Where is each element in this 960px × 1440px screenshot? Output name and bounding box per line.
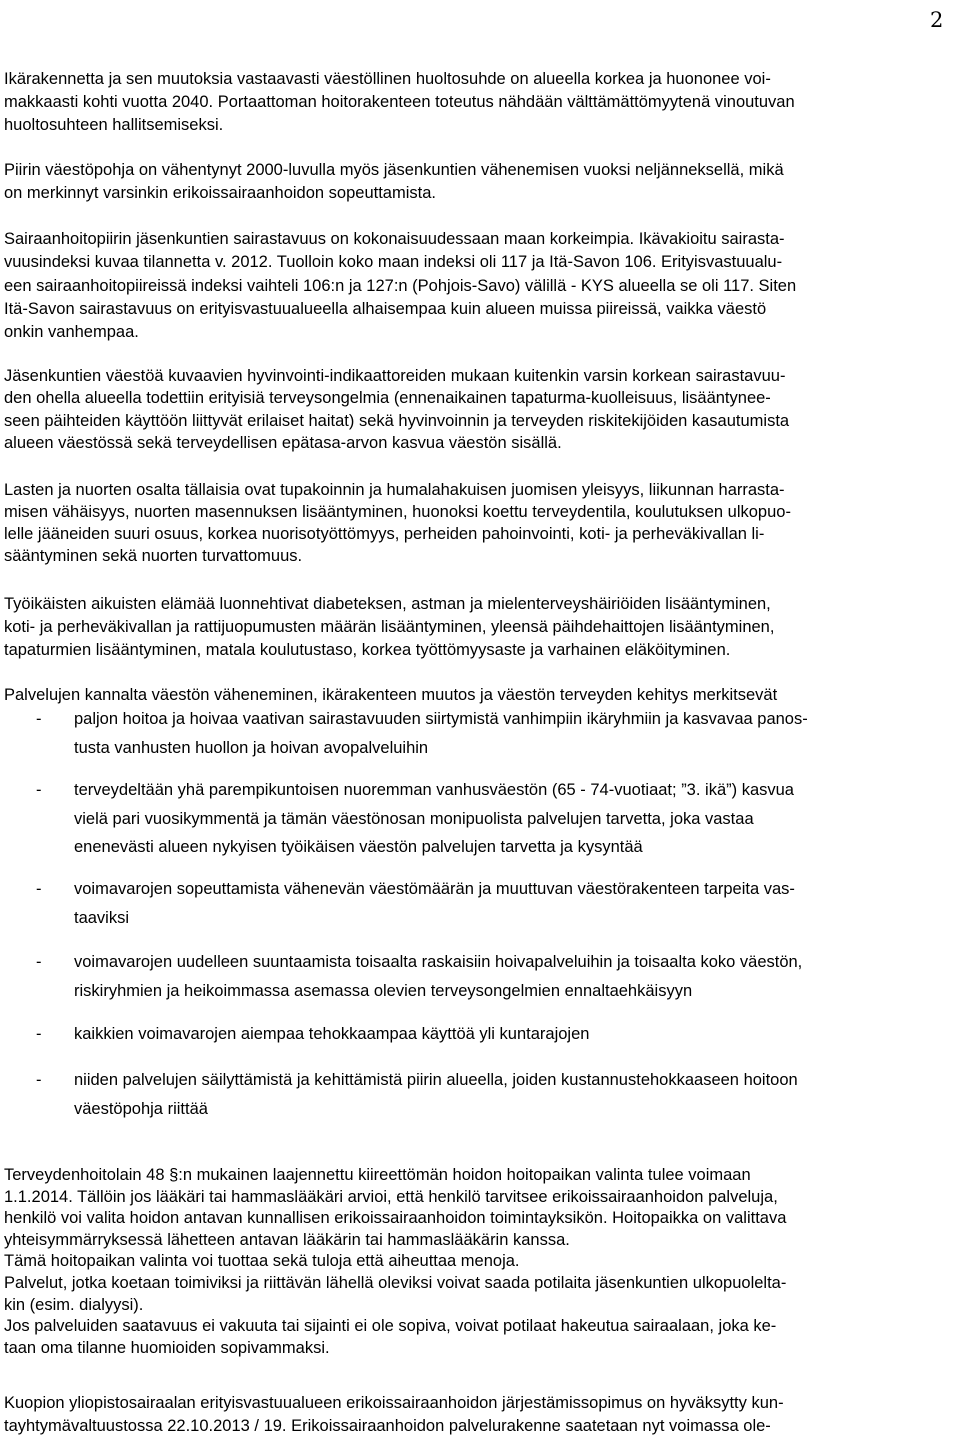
text-line: Piirin väestöpohja on vähentynyt 2000-luvulla myös jäsenkuntien vähenemisen vuoksi neljänneksellä, mikä	[4, 161, 784, 179]
text-line: väestöpohja riittää	[74, 1099, 208, 1118]
text-line: lelle jääneiden suuri osuus, korkea nuorisotyöttömyys, perheiden pahoinvointi, koti- ja perheväkivallan li-	[4, 525, 765, 544]
list-item-text	[74, 875, 795, 932]
text-line: riskiryhmien ja heikoimmassa asemassa olevien terveysongelmien ennaltaehkäisyyn	[74, 981, 693, 1000]
text-line: kin (esim. dialyysi).	[4, 1295, 144, 1314]
text-line: Ikärakennetta ja sen muutoksia vastaavasti väestöllinen huoltosuhde on alueella korkea ja huononee voi-	[4, 70, 771, 88]
paragraph-care-choice	[4, 1165, 956, 1359]
text-line: taan oma tilanne huomioiden sopivammaksi.	[4, 1338, 330, 1357]
paragraph-morbidity	[4, 228, 956, 344]
text-line: niiden palvelujen säilyttämistä ja kehittämistä piirin alueella, joiden kustannustehokkaaseen hoitoon	[74, 1071, 798, 1089]
text-line: Itä-Savon sairastavuus on erityisvastuualueella alhaisempaa kuin alueen muissa piireissä, vaikka väestö	[4, 299, 767, 318]
text-line: Palvelujen kannalta väestön väheneminen, ikärakenteen muutos ja väestön terveyden kehitys merkitsevät	[4, 686, 778, 704]
text-line: alueen väestössä sekä terveydellisen epätasa-arvon kasvua väestön sisällä.	[4, 434, 562, 453]
text-line: sääntyminen sekä nuorten turvattomuus.	[4, 547, 303, 566]
text-line: taaviksi	[74, 908, 130, 927]
text-line: Sairaanhoitopiirin jäsenkuntien sairastavuus on kokonaisuudessaan maan korkeimpia. Ikävakioitu sairasta-	[4, 230, 785, 248]
text-line: Lasten ja nuorten osalta tällaisia ovat tupakoinnin ja humalahakuisen juomisen yleisyys, liikunnan harrasta-	[4, 481, 785, 499]
text-line: den ohella alueella todettiin erityisiä terveysongelmia (ennenaikainen tapaturma-kuolleisuus, lisääntynee-	[4, 389, 771, 408]
text-line: voimavarojen sopeuttamista vähenevän väestömäärän ja muuttuvan väestörakenteen tarpeita vas-	[74, 880, 795, 898]
text-line: on merkinnyt varsinkin erikoissairaanhoidon sopeuttamista.	[4, 184, 436, 202]
text-line: Jäsenkuntien väestöä kuvaavien hyvinvointi-indikaattoreiden mukaan kuitenkin varsin korkean sairastavuu-	[4, 367, 786, 385]
paragraph-working-age	[4, 593, 956, 662]
list-dash: -	[36, 781, 42, 799]
paragraph-age-structure	[4, 68, 956, 137]
text-line: Terveydenhoitolain 48 §:n mukainen laajennettu kiireettömän hoidon hoitopaikan valinta tulee voimaan	[4, 1166, 751, 1184]
text-line: seen päihteiden käyttöön liittyvät erilaiset haitat) sekä hyvinvoinnin ja terveyden riskitekijöiden kasautumista	[4, 411, 790, 430]
text-line: henkilö voi valita hoidon antavan kunnallisen erikoissairaanhoidon toimintayksikön. Hoitopaikka on valittava	[4, 1209, 787, 1228]
text-line: onkin vanhempaa.	[4, 323, 139, 342]
list-dash: -	[36, 710, 42, 728]
list-dash: -	[36, 880, 42, 898]
text-line: makkaasti kohti vuotta 2040. Portaattoman hoitorakenteen toteutus nähdään välttämättömyytenä vinoutuvan	[4, 93, 795, 111]
text-line: vielä pari vuosikymmentä ja tämän väestönosan monipuolista palvelujen tarvetta, joka vastaa	[74, 809, 754, 828]
text-line: vuusindeksi kuvaa tilannetta v. 2012. Tuolloin koko maan indeksi oli 117 ja Itä-Savon 106. Erityisvastuualu-	[4, 253, 783, 272]
text-line: Palvelut, jotka koetaan toimiviksi ja riittävän lähellä oleviksi voivat saada potilaita jäsenkuntien ulkopuolelta-	[4, 1273, 787, 1292]
paragraph-population-base	[4, 159, 956, 205]
text-line: Kuopion yliopistosairaalan erityisvastuualueen erikoissairaanhoidon järjestämissopimus on hyväksytty kun-	[4, 1394, 784, 1412]
list-dash: -	[36, 1025, 42, 1043]
text-line: enenevästi alueen nykyisen työikäisen väestön palvelujen tarvetta ja kysyntää	[74, 838, 643, 857]
text-line: yhteisymmärryksessä lähetteen antavan lääkärin tai hammaslääkärin kanssa.	[4, 1230, 570, 1249]
text-line: tayhtymävaltuustossa 22.10.2013 / 19. Erikoissairaanhoidon palvelurakenne saatetaan nyt voimassa ole-	[4, 1417, 771, 1435]
text-line: een sairaanhoitopiireissä indeksi vaihteli 106:n ja 127:n (Pohjois-Savo) välillä - KYS alueella se oli 117. Siten	[4, 276, 797, 295]
text-line: tusta vanhusten huollon ja hoivan avopalveluihin	[74, 738, 429, 757]
list-item-text	[74, 1020, 589, 1049]
text-line: misen vähäisyys, nuorten masennuksen lisääntyminen, huonoksi koettu terveydentila, koulutuksen ulkopuo-	[4, 503, 791, 522]
list-item-text	[74, 1066, 798, 1123]
text-line: koti- ja perheväkivallan ja rattijuopumusten määrän lisääntyminen, yleensä päihdehaittojen lisääntyminen,	[4, 618, 775, 636]
text-line: tapaturmien lisääntyminen, matala koulutustaso, korkea työttömyysaste ja varhainen eläköityminen.	[4, 641, 731, 659]
text-line: huoltosuhteen hallitsemiseksi.	[4, 116, 224, 134]
list-item-text	[74, 776, 794, 862]
page-number: 2	[930, 8, 944, 32]
paragraph-wellbeing-indicators	[4, 365, 956, 455]
paragraph-kys-agreement	[4, 1392, 956, 1438]
text-line: Työikäisten aikuisten elämää luonnehtivat diabeteksen, astman ja mielenterveyshäiriöiden lisääntyminen,	[4, 595, 771, 613]
list-dash: -	[36, 1071, 42, 1089]
text-line: voimavarojen uudelleen suuntaamista toisaalta raskaisiin hoivapalveluihin ja toisaalta koko väestön,	[74, 953, 803, 971]
list-dash: -	[36, 953, 42, 971]
list-item-text	[74, 705, 808, 762]
paragraph-children-youth	[4, 479, 956, 567]
text-line: paljon hoitoa ja hoivaa vaativan sairastavuuden siirtymistä vanhimpiin ikäryhmiin ja kasvavaa panos-	[74, 710, 808, 728]
text-line: kaikkien voimavarojen aiempaa tehokkaampaa käyttöä yli kuntarajojen	[74, 1025, 590, 1043]
text-line: 1.1.2014. Tällöin jos lääkäri tai hammaslääkäri arvioi, että henkilö tarvitsee erikoissairaanhoidon palveluja,	[4, 1187, 778, 1206]
list-item-text	[74, 948, 802, 1005]
text-line: terveydeltään yhä parempikuntoisen nuoremman vanhusväestön (65 - 74-vuotiaat; ”3. ikä”) kasvua	[74, 781, 794, 799]
text-line: Jos palveluiden saatavuus ei vakuuta tai sijainti ei ole sopiva, voivat potilaat hakeutua sairaalaan, joka ke-	[4, 1317, 777, 1336]
paragraph-services-intro	[4, 684, 956, 707]
text-line: Tämä hoitopaikan valinta voi tuottaa sekä tuloja että aiheuttaa menoja.	[4, 1252, 520, 1271]
